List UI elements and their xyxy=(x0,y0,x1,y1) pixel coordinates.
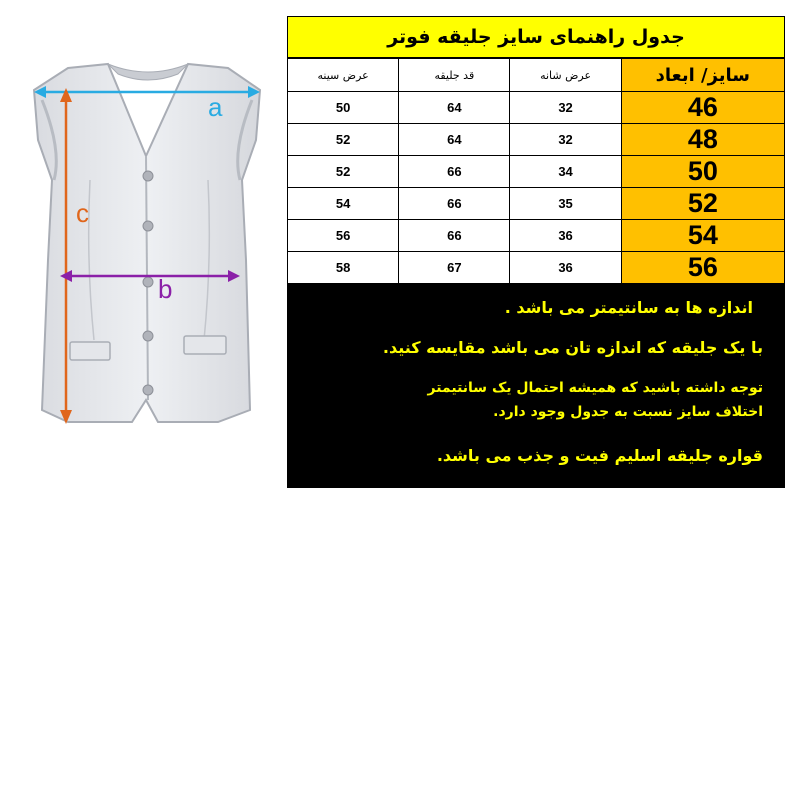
measure-a-label: a xyxy=(208,92,223,122)
chart-title: جدول راهنمای سایز جلیقه فوتر xyxy=(287,16,785,58)
chest-cell: 52 xyxy=(288,124,399,156)
size-cell: 56 xyxy=(621,252,784,284)
shoulder-cell: 35 xyxy=(510,188,621,220)
vest-button xyxy=(143,331,153,341)
header-size: سایز/ ابعاد xyxy=(621,59,784,92)
table-row xyxy=(288,156,785,188)
length-cell: 64 xyxy=(399,92,510,124)
shoulder-cell: 32 xyxy=(510,92,621,124)
vest-pocket-left xyxy=(70,342,110,360)
notes-block xyxy=(287,284,785,488)
note-units: اندازه ها به سانتیمتر می باشد . xyxy=(504,298,753,317)
length-cell: 64 xyxy=(399,124,510,156)
chest-cell: 56 xyxy=(288,220,399,252)
length-cell: 66 xyxy=(399,188,510,220)
chest-cell: 58 xyxy=(288,252,399,284)
chest-cell: 50 xyxy=(288,92,399,124)
length-cell: 66 xyxy=(399,156,510,188)
vest-button xyxy=(143,171,153,181)
size-table xyxy=(287,58,785,284)
size-cell: 46 xyxy=(621,92,784,124)
size-cell: 52 xyxy=(621,188,784,220)
note-compare: با یک جلیقه که اندازه تان می باشد مقایسه کنید. xyxy=(382,338,763,357)
table-row xyxy=(288,252,785,284)
size-cell: 50 xyxy=(621,156,784,188)
table-row xyxy=(288,92,785,124)
shoulder-cell: 36 xyxy=(510,220,621,252)
size-cell: 54 xyxy=(621,220,784,252)
table-row xyxy=(288,124,785,156)
header-chest: عرض سینه xyxy=(288,59,399,92)
length-cell: 66 xyxy=(399,220,510,252)
vest-button xyxy=(143,221,153,231)
measure-b-label: b xyxy=(158,274,173,304)
chest-cell: 54 xyxy=(288,188,399,220)
shoulder-cell: 34 xyxy=(510,156,621,188)
table-row xyxy=(288,188,785,220)
note-fit: قواره جلیقه اسلیم فیت و جذب می باشد. xyxy=(436,446,763,465)
vest-pocket-right xyxy=(184,336,226,354)
header-length: قد جلیقه xyxy=(399,59,510,92)
shoulder-cell: 32 xyxy=(510,124,621,156)
size-chart xyxy=(287,16,785,488)
vest-figure xyxy=(28,60,278,440)
shoulder-cell: 36 xyxy=(510,252,621,284)
measure-c-label: c xyxy=(76,198,89,228)
vest-button xyxy=(143,385,153,395)
note-tolerance: توجه داشته باشید که همیشه احتمال یک سانتیمتر اختلاف سایز نسبت به جدول وجود دارد. xyxy=(427,380,763,420)
length-cell: 67 xyxy=(399,252,510,284)
table-row xyxy=(288,220,785,252)
vest-button xyxy=(143,277,153,287)
header-shoulder: عرض شانه xyxy=(510,59,621,92)
size-cell: 48 xyxy=(621,124,784,156)
vest-collar xyxy=(108,64,188,80)
chest-cell: 52 xyxy=(288,156,399,188)
header-row xyxy=(288,59,785,92)
